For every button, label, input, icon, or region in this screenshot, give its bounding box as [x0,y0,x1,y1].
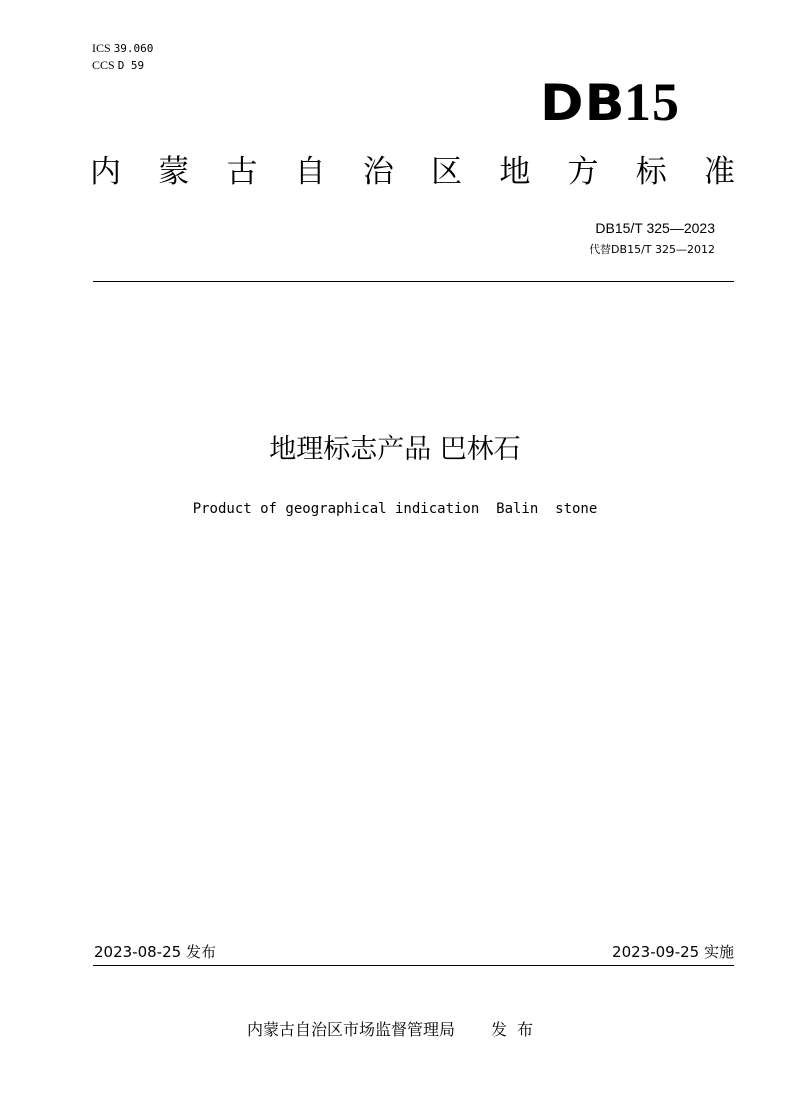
issuer-name: 内蒙古自治区市场监督管理局 [246,1020,455,1039]
classification-codes [92,40,153,74]
standard-type-title [90,150,735,194]
top-divider [93,281,734,282]
ics-line [92,40,153,57]
standard-type-char: 区 [431,154,463,190]
replaces-number: 代替DB15/T 325—2012 [589,243,715,256]
ccs-line [92,57,153,74]
standard-type-char: 治 [362,154,394,190]
standard-type-char: 标 [635,154,667,190]
standard-codes [589,218,715,258]
ccs-value: D 59 [117,59,145,72]
implement-date: 2023-09-25 实施 [612,943,734,961]
document-title: 地理标志产品 巴林石 [269,434,521,465]
standard-type-char: 地 [499,154,531,190]
ics-label: ICS [92,41,111,55]
db15-logo [542,74,680,131]
standard-type-char: 方 [567,154,599,190]
publish-date: 2023-08-25 发布 [94,943,216,961]
logo-letters: DB [540,74,627,132]
document-title-english: Product of geographical indication Balin stone [192,501,598,517]
ccs-label: CCS [92,58,115,72]
issuer-line [0,1019,790,1041]
standard-type-char: 古 [226,154,258,190]
standard-type-char: 内 [90,154,121,190]
standard-type-char: 蒙 [158,154,190,190]
ics-value: 39.060 [113,42,154,55]
issuer-verb: 发布 [491,1020,544,1039]
standard-type-char: 自 [294,154,326,190]
standard-number: DB15/T 325—2023 [595,220,715,236]
standard-type-char: 准 [703,154,735,190]
bottom-divider [93,965,734,966]
logo-number: 15 [624,72,680,132]
